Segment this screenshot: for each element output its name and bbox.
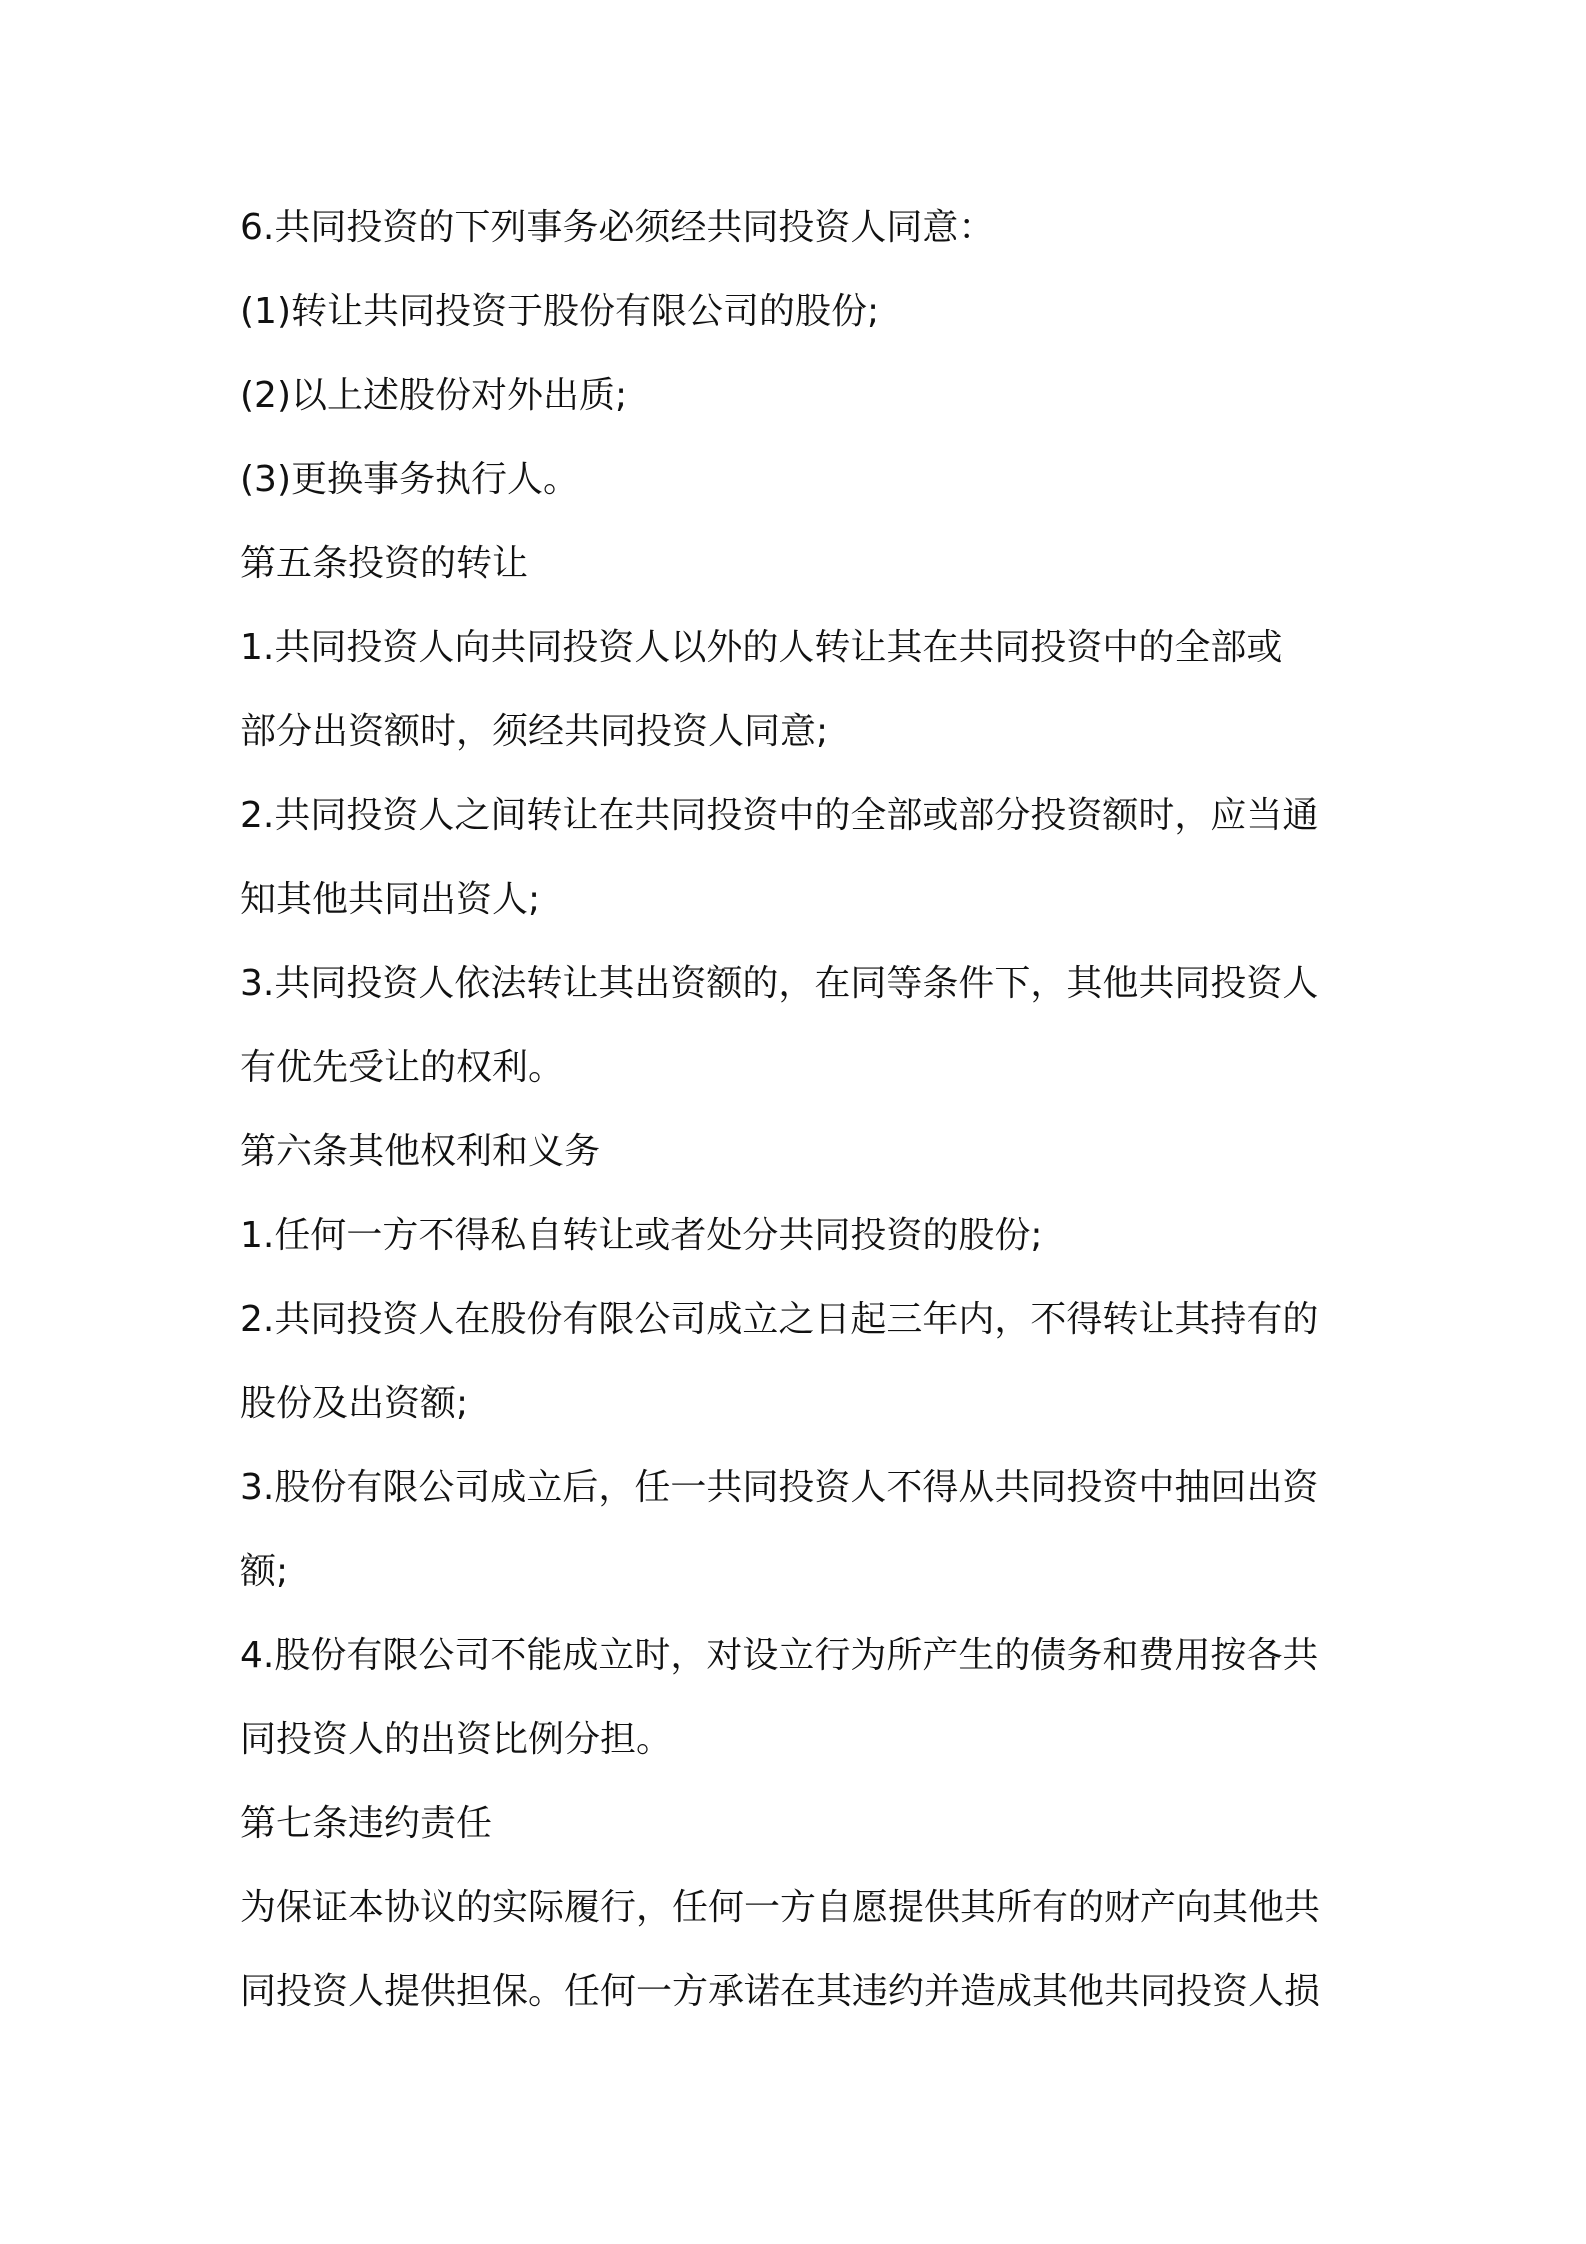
text-line: 为保证本协议的实际履行，任何一方自愿提供其所有的财产向其他共 <box>240 1887 1321 1928</box>
text-line: 2.共同投资人在股份有限公司成立之日起三年内，不得转让其持有的 <box>240 1299 1319 1340</box>
text-line: 有优先受让的权利。 <box>240 1047 565 1088</box>
text-line: 股份及出资额; <box>240 1383 469 1424</box>
text-line: (2)以上述股份对外出质; <box>240 375 628 416</box>
text-line: 同投资人的出资比例分担。 <box>240 1719 673 1760</box>
section-heading: 第七条违约责任 <box>240 1803 493 1844</box>
text-line: 知其他共同出资人; <box>240 879 541 920</box>
section-heading: 第六条其他权利和义务 <box>240 1131 601 1172</box>
text-line: 1.共同投资人向共同投资人以外的人转让其在共同投资中的全部或 <box>240 627 1283 668</box>
text-line: 额; <box>240 1551 289 1592</box>
text-line: (3)更换事务执行人。 <box>240 459 579 500</box>
text-line: 1.任何一方不得私自转让或者处分共同投资的股份; <box>240 1215 1043 1256</box>
text-line: 部分出资额时，须经共同投资人同意; <box>240 711 829 752</box>
text-line: (1)转让共同投资于股份有限公司的股份; <box>240 291 880 332</box>
section-heading: 第五条投资的转让 <box>240 543 529 584</box>
text-line: 同投资人提供担保。任何一方承诺在其违约并造成其他共同投资人损 <box>240 1971 1321 2012</box>
document-body <box>240 200 1360 2048</box>
text-line: 3.共同投资人依法转让其出资额的，在同等条件下，其他共同投资人 <box>240 963 1319 1004</box>
text-line: 4.股份有限公司不能成立时，对设立行为所产生的债务和费用按各共 <box>240 1635 1319 1676</box>
text-line: 2.共同投资人之间转让在共同投资中的全部或部分投资额时，应当通 <box>240 795 1319 836</box>
text-line: 3.股份有限公司成立后，任一共同投资人不得从共同投资中抽回出资 <box>240 1467 1319 1508</box>
text-line: 6.共同投资的下列事务必须经共同投资人同意： <box>240 207 995 248</box>
